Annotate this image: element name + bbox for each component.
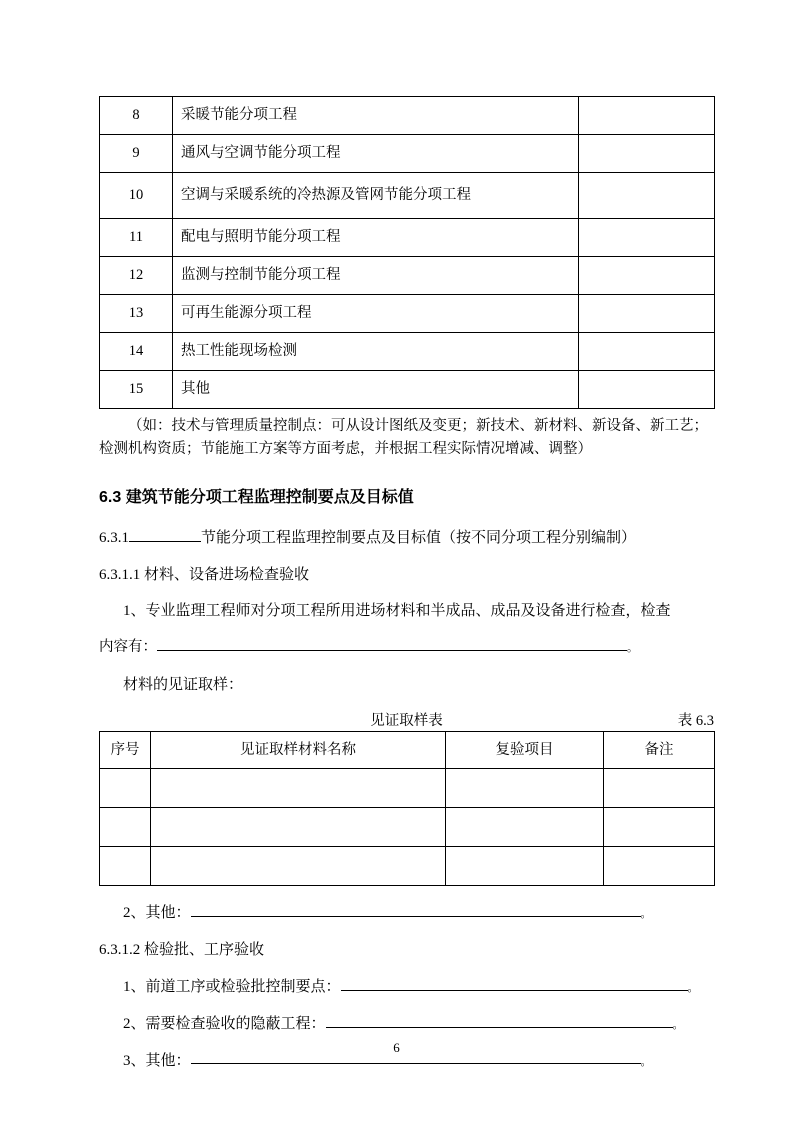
cell-material[interactable]	[151, 808, 446, 847]
column-header-no: 序号	[100, 732, 151, 769]
cell-no[interactable]	[100, 847, 151, 886]
inspection-content-label: 内容有：	[99, 638, 157, 655]
row-remark	[579, 135, 715, 173]
verification-line-3-label: 3、其他：	[123, 1052, 191, 1069]
row-name: 热工性能现场检测	[173, 333, 579, 371]
sentence-period: 。	[672, 1018, 684, 1031]
cell-remark[interactable]	[604, 847, 715, 886]
row-name: 监测与控制节能分项工程	[173, 257, 579, 295]
table-row	[100, 173, 715, 219]
table-row	[100, 333, 715, 371]
page-number: 6	[393, 1040, 400, 1055]
inspection-paragraph-line1: 1、专业监理工程师对分项工程所用进场材料和半成品、成品及设备进行检查，检查	[123, 602, 671, 619]
section-6-3-1-suffix: 节能分项工程监理控制要点及目标值（按不同分项工程分别编制）	[201, 529, 637, 546]
cell-retest[interactable]	[446, 769, 604, 808]
other-item-2-blank-field[interactable]	[191, 900, 641, 917]
row-name: 通风与空调节能分项工程	[173, 135, 579, 173]
cell-remark[interactable]	[604, 808, 715, 847]
cell-remark[interactable]	[604, 769, 715, 808]
table-row	[100, 808, 715, 847]
row-name: 空调与采暖系统的冷热源及管网节能分项工程	[173, 173, 579, 219]
sampling-table-caption-row	[99, 709, 714, 731]
inspection-paragraph-line2	[99, 635, 714, 660]
subitem-engineering-table	[99, 96, 715, 409]
sampling-table-number: 表 6.3	[677, 713, 714, 730]
row-number: 14	[100, 333, 173, 371]
page-content	[99, 96, 714, 1084]
cell-material[interactable]	[151, 847, 446, 886]
row-number: 13	[100, 295, 173, 333]
table-row	[100, 847, 715, 886]
row-number: 12	[100, 257, 173, 295]
other-item-2-label: 2、其他：	[123, 905, 191, 922]
other-item-2-line	[99, 900, 714, 922]
verification-line-2-label: 2、需要检查验收的隐蔽工程：	[123, 1015, 326, 1032]
cell-no[interactable]	[100, 808, 151, 847]
section-6-3-1-prefix: 6.3.1	[99, 529, 129, 546]
row-name: 配电与照明节能分项工程	[173, 219, 579, 257]
section-6-3-1-1: 6.3.1.1 材料、设备进场检查验收	[99, 566, 310, 583]
row-remark	[579, 173, 715, 219]
row-number: 8	[100, 97, 173, 135]
table-row	[100, 219, 715, 257]
column-header-remark: 备注	[604, 732, 715, 769]
section-6-3-1-2: 6.3.1.2 检验批、工序验收	[99, 942, 265, 959]
verification-line-1-blank-field[interactable]	[341, 974, 688, 991]
row-remark	[579, 371, 715, 409]
section-6-3-1-blank-field[interactable]	[129, 525, 201, 542]
table-row	[100, 371, 715, 409]
verification-line-1	[99, 974, 714, 996]
table-row	[100, 769, 715, 808]
inspection-content-blank-field[interactable]	[157, 635, 627, 651]
material-sampling-label: 材料的见证取样：	[123, 677, 244, 694]
cell-no[interactable]	[100, 769, 151, 808]
row-number: 9	[100, 135, 173, 173]
row-number: 11	[100, 219, 173, 257]
table-note: （如：技术与管理质量控制点：可从设计图纸及变更；新技术、新材料、新设备、新工艺；检测机构资质；节能施工方案等方面考虑，并根据工程实际情况增减、调整）	[99, 418, 708, 458]
sampling-table-head	[100, 732, 715, 769]
verification-line-1-label: 1、前道工序或检验批控制要点：	[123, 978, 341, 995]
table-row	[100, 97, 715, 135]
table-row	[100, 257, 715, 295]
cell-retest[interactable]	[446, 847, 604, 886]
cell-material[interactable]	[151, 769, 446, 808]
subitem-table-body	[100, 97, 715, 409]
verification-line-2-blank-field[interactable]	[326, 1011, 673, 1028]
row-remark	[579, 219, 715, 257]
sentence-period: 。	[687, 981, 699, 994]
sentence-period: 。	[627, 641, 638, 654]
sampling-table-body	[100, 769, 715, 886]
row-number: 15	[100, 371, 173, 409]
witness-sampling-table	[99, 731, 715, 886]
sampling-table-caption: 见证取样表	[370, 713, 443, 730]
table-row	[100, 295, 715, 333]
verification-line-2	[99, 1011, 714, 1033]
row-name: 其他	[173, 371, 579, 409]
sentence-period: 。	[640, 1055, 652, 1068]
table-row	[100, 135, 715, 173]
row-number: 10	[100, 173, 173, 219]
sentence-period: 。	[640, 908, 652, 921]
column-header-retest: 复验项目	[446, 732, 604, 769]
section-6-3-1	[99, 525, 714, 547]
section-heading-6-3: 6.3 建筑节能分项工程监理控制要点及目标值	[99, 488, 414, 506]
row-remark	[579, 333, 715, 371]
row-remark	[579, 97, 715, 135]
row-name: 采暖节能分项工程	[173, 97, 579, 135]
row-remark	[579, 295, 715, 333]
row-remark	[579, 257, 715, 295]
column-header-material: 见证取样材料名称	[151, 732, 446, 769]
row-name: 可再生能源分项工程	[173, 295, 579, 333]
table-header-row	[100, 732, 715, 769]
cell-retest[interactable]	[446, 808, 604, 847]
